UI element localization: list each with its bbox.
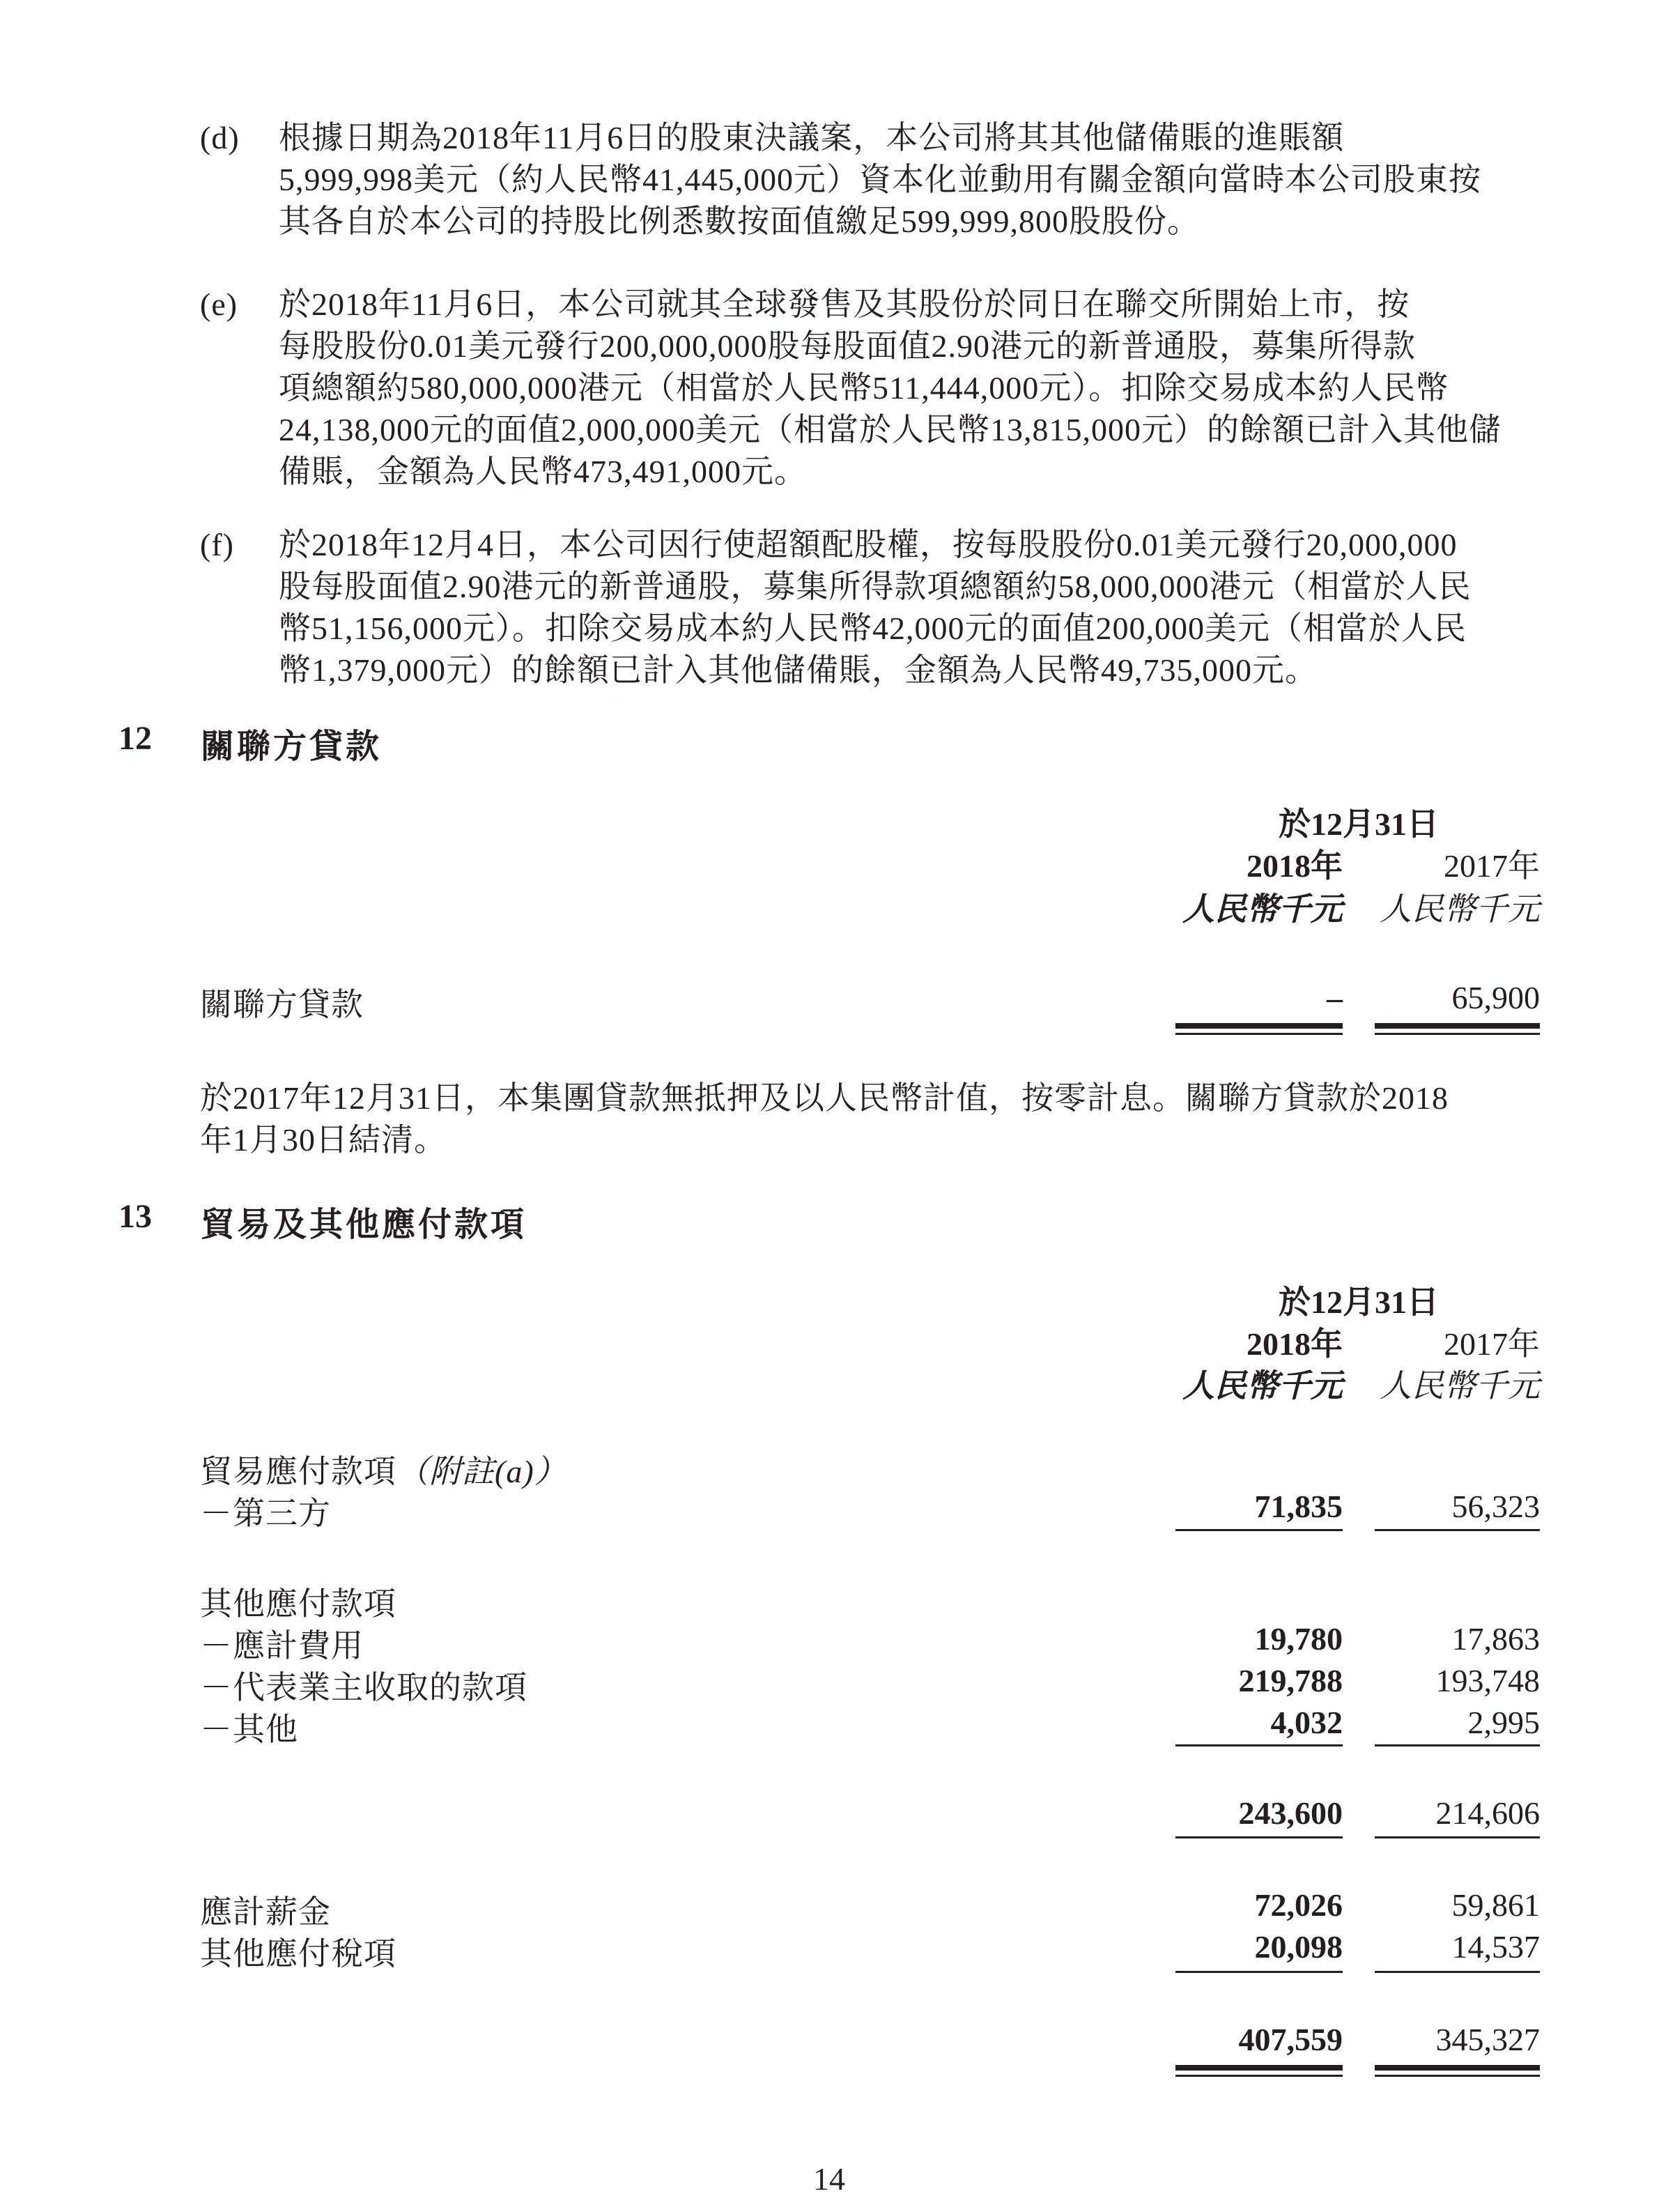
paragraph-line: 根據日期為2018年11月6日的股東決議案，本公司將其其他儲備賬的進賬額 [279,120,1345,155]
section-12-title: 關聯方貸款 [201,728,383,765]
paragraph-line: 幣1,379,000元）的餘額已計入其他儲備賬，金額為人民幣49,735,000元。 [279,652,1318,688]
s12-row-value-2018: – [1327,980,1343,1015]
paragraph-e-label: (e) [200,286,238,322]
paragraph-f-body [279,524,1540,691]
paragraph-line: 幣51,156,000元）。扣除交易成本約人民幣42,000元的面值200,000美元（相當於人民 [279,610,1467,646]
paragraph-e-body [279,284,1540,493]
trade-payables-note: （附註(a)） [396,1454,567,1489]
section-12-number: 12 [118,720,152,757]
row-value-2017: 14,537 [1451,1929,1540,1965]
paragraph-f-label: (f) [200,527,234,562]
row-value-2017: 56,323 [1451,1489,1540,1524]
trade-payables-label [200,1446,567,1492]
s13-header-unit-2018: 人民幣千元 [1182,1368,1343,1404]
row-value-2018: 20,098 [1254,1929,1343,1965]
paragraph-d-label: (d) [200,120,240,155]
double-rule-thick [1175,2065,1343,2071]
row-label: －代表業主收取的款項 [200,1670,527,1705]
section-13-number: 13 [118,1198,152,1235]
section-13-title: 貿易及其他應付款項 [201,1206,527,1243]
double-rule-thin [1375,1033,1540,1035]
paragraph-line: 備賬，金額為人民幣473,491,000元。 [279,454,807,489]
row-value-2018: 72,026 [1254,1887,1343,1923]
paragraph-line: 股每股面值2.90港元的新普通股，募集所得款項總額約58,000,000港元（相當於人民 [279,569,1472,604]
row-value-2018: 19,780 [1254,1621,1343,1657]
paragraph-line: 5,999,998美元（約人民幣41,445,000元）資本化並動用有關金額向當時本公司股東按 [279,162,1481,197]
other-payables-label: 其他應付款項 [200,1586,396,1622]
s12-header-year-2017: 2017年 [1444,848,1540,884]
row-label: －其他 [200,1712,298,1747]
total-2017: 345,327 [1435,2022,1540,2057]
s12-header-date: 於12月31日 [1279,806,1439,842]
double-rule-thin [1375,2075,1540,2077]
row-label: 其他應付稅項 [200,1936,396,1972]
s12-row-label: 關聯方貸款 [200,987,364,1022]
row-value-2017: 2,995 [1467,1705,1540,1740]
paragraph-line: 項總額約580,000,000港元（相當於人民幣511,444,000元）。扣除交易成本約人民幣 [279,370,1449,406]
subtotal-2017: 214,606 [1435,1795,1540,1831]
s12-note [200,1077,1540,1161]
double-rule-thick [1175,1023,1343,1029]
row-value-2018: 71,835 [1254,1489,1343,1524]
trade-payables-title: 貿易應付款項 [200,1454,396,1489]
note-line: 年1月30日結清。 [200,1122,447,1158]
note-line: 於2017年12月31日，本集團貸款無抵押及以人民幣計值，按零計息。關聯方貸款於2018 [200,1080,1449,1116]
double-rule-thin [1175,2075,1343,2077]
row-value-2018: 4,032 [1270,1705,1343,1740]
single-rule [1175,1529,1343,1531]
s12-header-year-2018: 2018年 [1247,848,1343,884]
s13-header-year-2017: 2017年 [1444,1326,1540,1362]
double-rule-thin [1175,1033,1343,1035]
paragraph-line: 其各自於本公司的持股比例悉數按面值繳足599,999,800股股份。 [279,203,1200,239]
paragraph-line: 於2018年12月4日，本公司因行使超額配股權，按每股股份0.01美元發行20,000,000 [279,527,1458,562]
s12-row-value-2017: 65,900 [1451,980,1540,1015]
row-label: －第三方 [200,1496,331,1531]
page-number: 14 [813,2161,845,2197]
s13-header-year-2018: 2018年 [1247,1326,1343,1362]
s13-header-unit-2017: 人民幣千元 [1380,1368,1540,1404]
single-rule [1175,1971,1343,1973]
total-2018: 407,559 [1238,2022,1343,2057]
single-rule [1175,1744,1343,1746]
s13-header-date: 於12月31日 [1279,1284,1439,1320]
row-label: 應計薪金 [200,1894,331,1930]
single-rule [1375,1744,1540,1746]
double-rule-thick [1375,1023,1540,1029]
row-value-2018: 219,788 [1238,1663,1343,1698]
paragraph-line: 於2018年11月6日，本公司就其全球發售及其股份於同日在聯交所開始上市，按 [279,286,1410,322]
single-rule [1375,1836,1540,1838]
paragraph-line: 24,138,000元的面值2,000,000美元（相當於人民幣13,815,000元）的餘額已計入其他儲 [279,412,1502,447]
row-value-2017: 17,863 [1451,1621,1540,1657]
subtotal-2018: 243,600 [1238,1795,1343,1831]
paragraph-d-body [279,117,1540,243]
single-rule [1375,1971,1540,1973]
single-rule [1175,1836,1343,1838]
row-value-2017: 59,861 [1451,1887,1540,1923]
s12-header-unit-2018: 人民幣千元 [1182,891,1343,927]
single-rule [1375,1529,1540,1531]
paragraph-line: 每股股份0.01美元發行200,000,000股每股面值2.90港元的新普通股，募集所得款 [279,328,1416,364]
row-label: －應計費用 [200,1628,364,1664]
row-value-2017: 193,748 [1435,1663,1540,1698]
s12-header-unit-2017: 人民幣千元 [1380,891,1540,927]
double-rule-thick [1375,2065,1540,2071]
